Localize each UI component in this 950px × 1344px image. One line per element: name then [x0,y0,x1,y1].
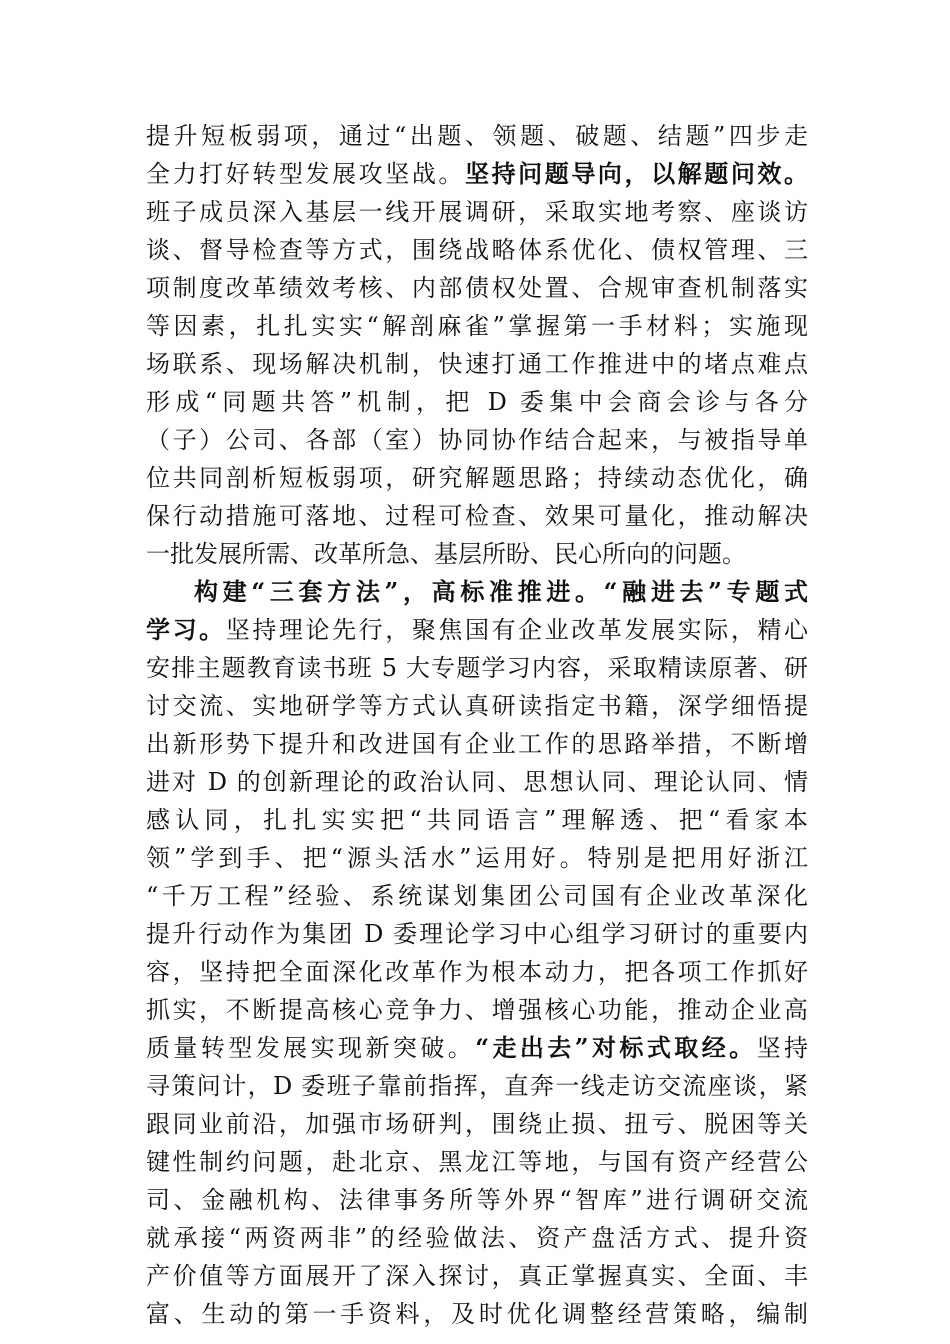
text-line: 讨交流、实地研学等方式认真研读指定书籍，深学细悟提 [146,692,808,720]
text-line: “千万工程”经验、系统谋划集团公司国有企业改革深化 [146,882,808,910]
bold-heading: 坚持问题导向，以解题问效。 [465,159,808,188]
text-line: 谈、督导检查等方式，围绕战略体系优化、债权管理、三 [146,236,808,264]
text-line [146,573,808,611]
text-line: 学习。坚持理论先行，聚焦国有企业改革发展实际，精心 [146,615,808,644]
text-line: 等因素，扎扎实实“解剖麻雀”掌握第一手材料；实施现 [146,312,808,340]
text-line: 质量转型发展实现新突破。“走出去”对标式取经。坚持 [146,1033,809,1062]
text-line: 抓实，不断提高核心竞争力、增强核心功能，推动企业高 [146,996,808,1024]
text-line: 键性制约问题，赴北京、黑龙江等地，与国有资产经营公 [146,1148,808,1176]
text-line: 项制度改革绩效考核、内部债权处置、合规审查机制落实 [146,274,808,302]
text-line: 提升短板弱项，通过“出题、领题、破题、结题”四步走 [146,122,808,150]
text-line: 一批发展所需、改革所急、基层所盼、民心所向的问题。 [146,540,746,568]
text-line: 容，坚持把全面深化改革作为根本动力，把各项工作抓好 [146,958,808,986]
text-line: 司、金融机构、法律事务所等外界“智库”进行调研交流 [146,1186,808,1214]
bold-heading: 构建“三套方法”，高标准推进。“融进去”专题式 [194,577,808,606]
text-line: 产价值等方面展开了深入探讨，真正掌握真实、全面、丰 [146,1262,808,1290]
text-line: 全力打好转型发展攻坚战。坚持问题导向，以解题问效。 [146,159,808,188]
text-line: 位共同剖析短板弱项，研究解题思路；持续动态优化，确 [146,464,808,492]
text-line: 提升行动作为集团 D 委理论学习中心组学习研讨的重要内 [146,920,808,948]
text-line: 领”学到手、把“源头活水”运用好。特别是把用好浙江 [146,844,808,872]
text-line: 场联系、现场解决机制，快速打通工作推进中的堵点难点 [146,350,808,378]
document-body [146,117,808,1333]
text-line: 富、生动的第一手资料，及时优化调整经营策略，编制 [146,1300,808,1328]
text-line: （子）公司、各部（室）协同协作结合起来，与被指导单 [146,426,808,454]
text-line: 班子成员深入基层一线开展调研，采取实地考察、座谈访 [146,198,808,226]
text-line: 保行动措施可落地、过程可检查、效果可量化，推动解决 [146,502,808,530]
text-line: 安排主题教育读书班 5 大专题学习内容，采取精读原著、研 [146,654,808,682]
text-line: 出新形势下提升和改进国有企业工作的思路举措，不断增 [146,730,808,758]
bold-heading: “走出去”对标式取经。 [475,1033,757,1062]
text-line: 就承接“两资两非”的经验做法、资产盘活方式、提升资 [146,1224,808,1252]
text-line: 进对 D 的创新理论的政治认同、思想认同、理论认同、情 [146,768,808,796]
bold-heading: 学习。 [146,615,226,644]
text-line: 感认同，扎扎实实把“共同语言”理解透、把“看家本 [146,806,808,834]
text-line: 形成“同题共答”机制，把 D 委集中会商会诊与各分 [146,388,808,416]
text-line: 寻策问计，D 委班子靠前指挥，直奔一线走访交流座谈，紧 [146,1072,808,1100]
text-line: 跟同业前沿，加强市场研判，围绕止损、扭亏、脱困等关 [146,1110,808,1138]
